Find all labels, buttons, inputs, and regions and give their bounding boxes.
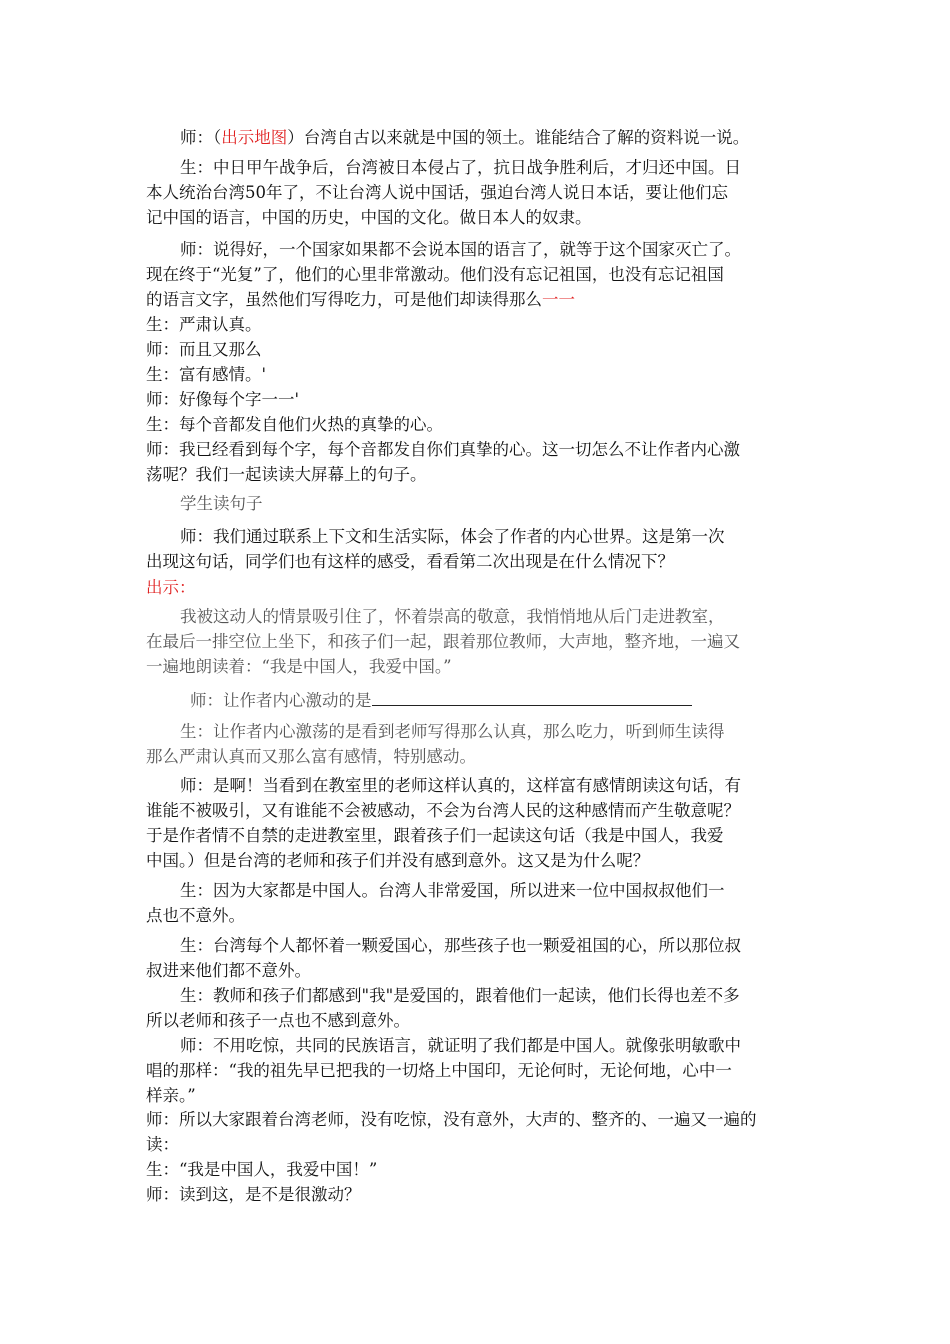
text-line: 唱的那样：“我的祖先早已把我的一切烙上中国印，无论何时，无论何地，心中一 [146, 1061, 732, 1080]
paragraph-15 [146, 773, 811, 873]
text-line: 所以老师和孩子一点也不感到意外。 [146, 1011, 410, 1030]
paragraph-11 [146, 575, 811, 600]
text-line: 生：让作者内心激荡的是看到老师写得那么认真，那么吃力，听到师生读得 [180, 722, 725, 741]
paragraph-9 [180, 491, 845, 516]
text-prefix: 师：（ [180, 128, 222, 147]
paragraph-2 [146, 237, 811, 312]
text-suffix: ）台湾自古以来就是中国的领土。谁能结合了解的资料说一说。 [287, 128, 750, 147]
paragraph-0 [180, 125, 845, 150]
text-line: 于是作者情不自禁的走进教室里，跟着孩子们一起读这句话（我是中国人，我爱 [146, 826, 724, 845]
text-line: 叔进来他们都不意外。 [146, 961, 311, 980]
text-line: 师：不用吃惊，共同的民族语言，就证明了我们都是中国人。就像张明敏歌中 [180, 1036, 741, 1055]
paragraph-19 [146, 1033, 811, 1108]
paragraph-14 [146, 719, 811, 769]
paragraph-18 [146, 983, 811, 1033]
text-line: 样亲。” [146, 1086, 196, 1105]
paragraph-6 [146, 387, 811, 412]
text-line: 出示： [146, 578, 196, 597]
text-line: 师：而且又那么 [146, 340, 262, 359]
text-line: 师：是啊！当看到在教室里的老师这样认真的，这样富有感情朗读这句话，有 [180, 776, 741, 795]
text-line: 在最后一排空位上坐下，和孩子们一起，跟着那位教师，大声地，整齐地，一遍又 [146, 632, 740, 651]
red-dash: 一一 [542, 290, 575, 309]
paragraph-22 [146, 1182, 811, 1207]
paragraph-7 [146, 412, 811, 437]
text-line: 那么严肃认真而又那么富有感情，特别感动。 [146, 747, 476, 766]
text-line: 师：让作者内心激动的是 [190, 691, 372, 710]
text-line: 出现这句话，同学们也有这样的感受，看看第二次出现是在什么情况下？ [146, 552, 674, 571]
text-line: 中国。）但是台湾的老师和孩子们并没有感到意外。这又是为什么呢？ [146, 851, 650, 870]
paragraph-8 [146, 437, 811, 487]
paragraph-12 [146, 604, 811, 679]
text-line: 谁能不被吸引，又有谁能不会被感动，不会为台湾人民的这种感情而产生敬意呢？ [146, 801, 740, 820]
paragraph-1 [146, 155, 811, 230]
text-line: 生：“我是中国人，我爱中国！” [146, 1160, 378, 1179]
text-line: 生：教师和孩子们都感到"我"是爱国的，跟着他们一起读，他们长得也差不多 [180, 986, 740, 1005]
text-line: 我被这动人的情景吸引住了，怀着崇高的敬意，我悄悄地从后门走进教室， [180, 607, 725, 626]
paragraph-21 [146, 1157, 811, 1182]
text-line: 本人统治台湾50年了，不让台湾人说中国话，强迫台湾人说日本话，要让他们忘 [146, 183, 728, 202]
text-line: 师：说得好，一个国家如果都不会说本国的语言了，就等于这个国家灭亡了。 [180, 240, 741, 259]
text-line: 生：中日甲午战争后，台湾被日本侵占了，抗日战争胜利后，才归还中国。日 [180, 158, 741, 177]
text-line: 师：读到这，是不是很激动？ [146, 1185, 361, 1204]
text-line: 生：因为大家都是中国人。台湾人非常爱国，所以进来一位中国叔叔他们一 [180, 881, 725, 900]
paragraph-13 [190, 687, 855, 713]
text-line: 生：台湾每个人都怀着一颗爱国心，那些孩子也一颗爱祖国的心，所以那位叔 [180, 936, 741, 955]
text-line: 生：富有感情。' [146, 365, 267, 384]
red-annotation: 出示地图 [221, 128, 288, 147]
text-line: 记中国的语言，中国的历史，中国的文化。做日本人的奴隶。 [146, 208, 592, 227]
text-line: 师：好像每个字一一' [146, 390, 300, 409]
text-line: 现在终于“光复”了，他们的心里非常激动。他们没有忘记祖国，也没有忘记祖国 [146, 265, 724, 284]
paragraph-3 [146, 312, 811, 337]
paragraph-10 [146, 524, 811, 574]
text-line: 读： [146, 1135, 179, 1154]
paragraph-17 [146, 933, 811, 983]
paragraph-5 [146, 362, 811, 387]
paragraph-4 [146, 337, 811, 362]
text-line: 师：我们通过联系上下文和生活实际，体会了作者的内心世界。这是第一次 [180, 527, 725, 546]
paragraph-20 [146, 1107, 811, 1157]
text-line: 师：我已经看到每个字，每个音都发自你们真挚的心。这一切怎么不让作者内心激 [146, 440, 740, 459]
text-line: 的语言文字，虽然他们写得吃力，可是他们却读得那么 [146, 290, 542, 309]
text-line: 师：所以大家跟着台湾老师，没有吃惊，没有意外，大声的、整齐的、一遍又一遍的 [146, 1110, 757, 1129]
text-line: 荡呢？我们一起读读大屏幕上的句子。 [146, 465, 427, 484]
text-line: 学生读句子 [180, 494, 263, 513]
text-line: 一遍地朗读着：“我是中国人，我爱中国。” [146, 657, 452, 676]
paragraph-16 [146, 878, 811, 928]
text-line: 点也不意外。 [146, 906, 245, 925]
text-line: 生：每个音都发自他们火热的真挚的心。 [146, 415, 443, 434]
fill-in-blank [372, 687, 692, 706]
text-line: 生：严肃认真。 [146, 315, 262, 334]
